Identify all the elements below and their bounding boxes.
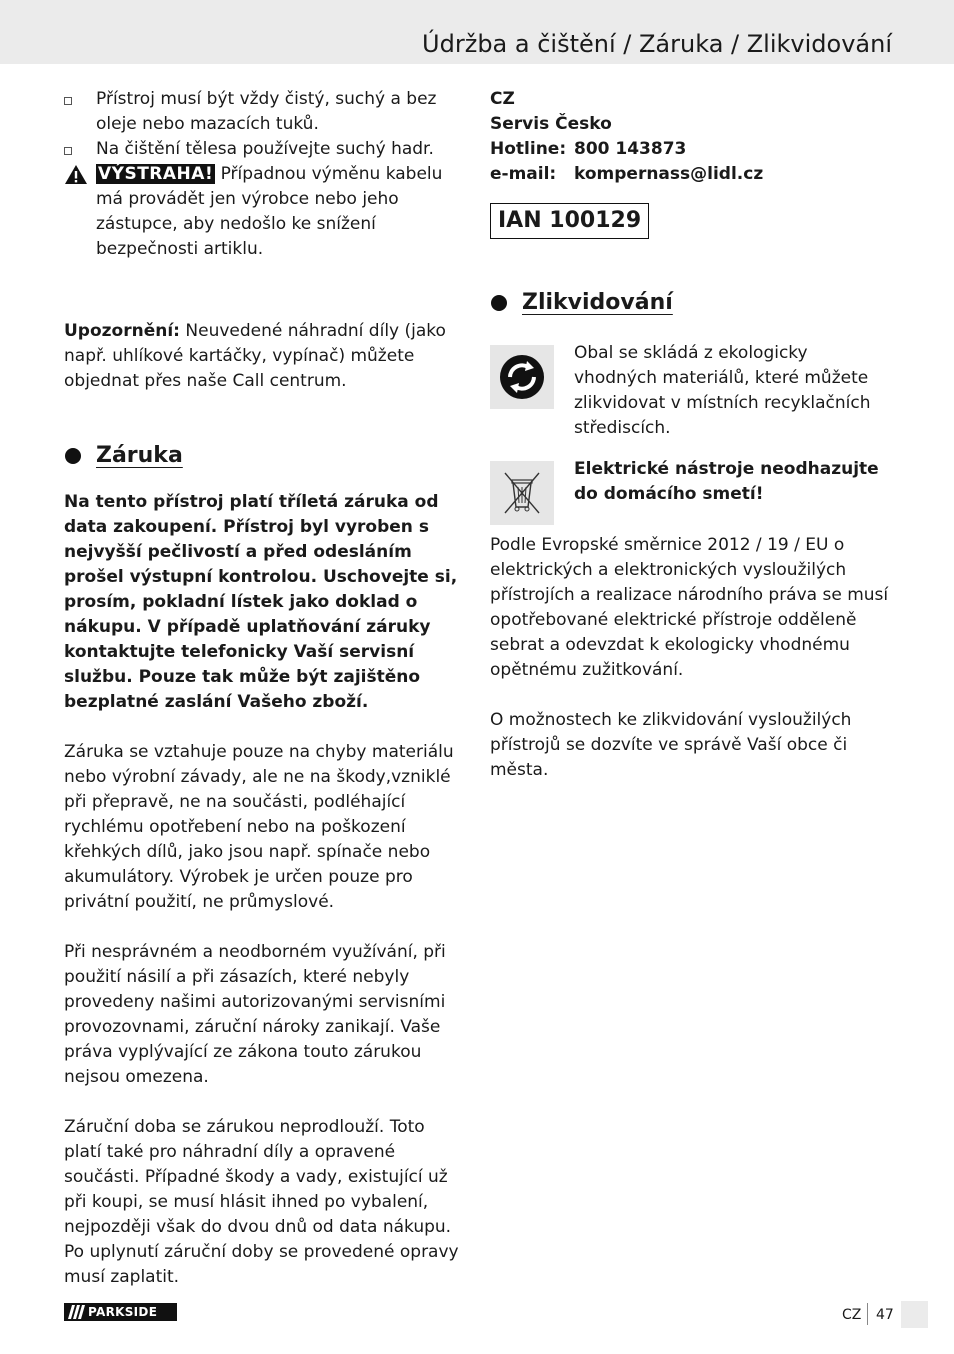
weee-text: Elektrické nástroje neodhazujte do domácího smetí! — [574, 459, 879, 504]
footer-divider — [867, 1303, 868, 1325]
square-bullet-icon — [64, 97, 72, 105]
filled-circle-icon — [491, 295, 507, 311]
warning-text: Případnou výměnu kabelu má provádět jen výrobce nebo jeho zástupce, aby nedošlo ke snížení bezpečnosti artiklu. — [96, 164, 443, 259]
warning-triangle-icon — [64, 164, 88, 185]
warranty-heading — [64, 440, 464, 472]
parkside-logo — [64, 1303, 177, 1321]
logo-stripes-icon — [68, 1305, 86, 1319]
hotline-row — [490, 137, 890, 162]
warning-item — [64, 162, 464, 262]
bullet-text: Na čištění tělesa používejte suchý hadr. — [96, 139, 434, 159]
page-title: Údržba a čištění / Záruka / Zlikvidování — [422, 30, 892, 58]
note-text: Neuvedené náhradní díly (jako např. uhlíkové kartáčky, vypínač) můžete objednat přes naše Call centrum. — [64, 321, 446, 391]
list-item — [64, 87, 464, 137]
ian-number: IAN 100129 — [490, 203, 649, 239]
warranty-paragraph-2: Při nesprávném a neodborném využívání, při použití násilí a při zásazích, které nebyly provedeny našimi autorizovanými servisními provozovnami, záruční nároky zanikají. Vaše práva vyplývající ze zákona touto zárukou nejsou omezena. — [64, 942, 446, 1087]
directive-paragraph: Podle Evropské směrnice 2012 / 19 / EU o elektrických a elektronických vysloužilých přístrojích a realizace národního práva se musí opotřebované elektrické přístroje odděleně sebrat a odevzdat k ekologicky vhodnému opětnému zužitkování. — [490, 535, 889, 680]
footer-language: CZ — [842, 1307, 862, 1323]
packaging-text: Obal se skládá z ekologicky vhodných materiálů, které můžete zlikvidovat v místních recyklačních střediscích. — [574, 343, 871, 438]
right-column — [490, 87, 890, 783]
warranty-bold-paragraph: Na tento přístroj platí tříletá záruka od data zakoupení. Přístroj byl vyroben s nejvyšší pečlivostí a před odesláním prošel výstupní kontrolou. Uschovejte si, prosím, pokladní lístek jako doklad o nákupu. V případě uplatňování záruky kontaktujte telefonicky Vaší servisní službu. Pouze tak může být zajištěno bezplatné zaslání Vašeho zboží. — [64, 492, 458, 712]
email-row — [490, 162, 890, 187]
service-name: Servis Česko — [490, 114, 612, 134]
left-column — [64, 87, 464, 1290]
warning-paragraph — [96, 162, 464, 262]
hotline-value: 800 143873 — [574, 139, 687, 159]
bullet-text: Přístroj musí být vždy čistý, suchý a bez oleje nebo mazacích tuků. — [96, 89, 437, 134]
note-label: Upozornění: — [64, 321, 180, 341]
crossed-out-bin-icon — [490, 461, 554, 525]
country-code: CZ — [490, 89, 515, 109]
square-bullet-icon — [64, 147, 72, 155]
email-value: kompernass@lidl.cz — [574, 164, 764, 184]
warranty-paragraph-3: Záruční doba se zárukou neprodlouží. Toto platí také pro náhradní díly a opravené součásti. Případné škody a vady, existující už při koupi, se musí hlásit ihned po vybalení, nejpozději však do dvou dnů od data nákupu. Po uplynutí záruční doby se provedené opravy musí zaplatit. — [64, 1117, 459, 1287]
page-number: 47 — [876, 1307, 894, 1323]
warranty-heading-text: Záruka — [96, 443, 183, 468]
packaging-row — [490, 341, 890, 441]
filled-circle-icon — [65, 448, 81, 464]
green-dot-recycling-icon — [490, 345, 554, 409]
warning-label: VÝSTRAHA! — [98, 164, 214, 184]
brand-name: PARKSIDE — [88, 1305, 158, 1319]
list-item — [64, 137, 464, 162]
hotline-label: Hotline: — [490, 139, 567, 159]
footer-tab — [901, 1301, 928, 1328]
disposal-heading-text: Zlikvidování — [522, 290, 673, 315]
disposal-heading — [490, 287, 890, 319]
warranty-paragraph-1: Záruka se vztahuje pouze na chyby materiálu nebo výrobní závady, ale ne na škody,vzniklé při přepravě, ne na součásti, podléhající rychlému opotřebení nebo na poškození křehkých dílů, jako jsou např. spínače nebo akumulátory. Výrobek je určen pouze pro privátní použití, ne průmyslové. — [64, 742, 454, 912]
note-paragraph — [64, 319, 464, 394]
email-label: e-mail: — [490, 164, 557, 184]
weee-row — [490, 457, 890, 523]
options-paragraph: O možnostech ke zlikvidování vysloužilých přístrojů se dozvíte ve správě Vaší obce či města. — [490, 710, 852, 780]
